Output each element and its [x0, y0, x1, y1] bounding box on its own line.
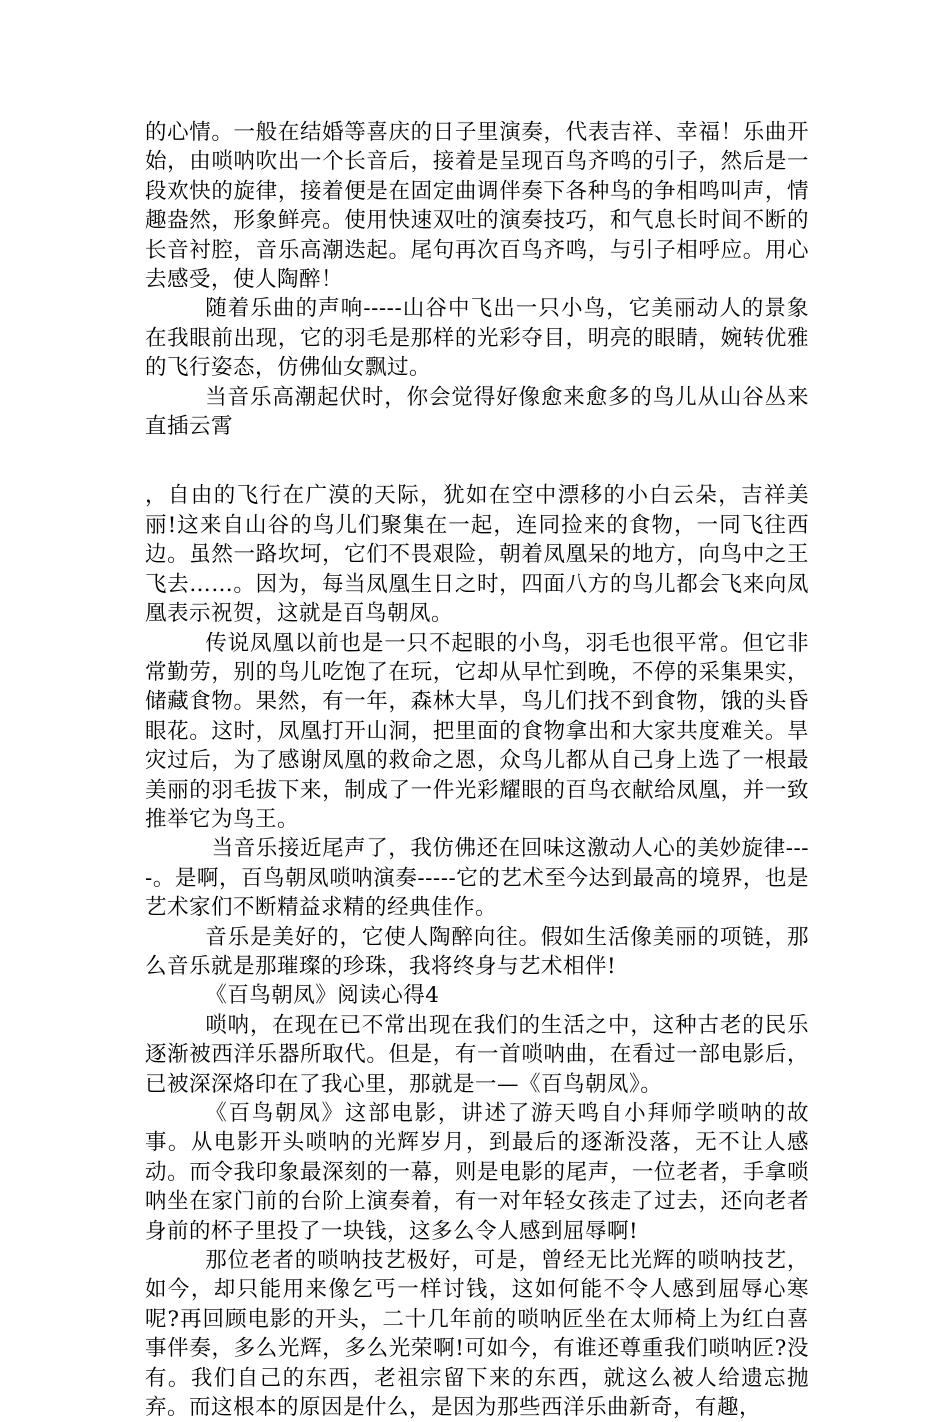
paragraph: 随着乐曲的声响-----山谷中飞出一只小鸟，它美丽动人的景象在我眼前出现，它的羽毛是那样的光彩夺目，明亮的眼睛，婉转优雅的飞行姿态，仿佛仙女飘过。 — [145, 296, 809, 381]
paragraph: 当音乐接近尾声了，我仿佛还在回味这激动人心的美妙旋律----。是啊，百鸟朝凤唢呐演奏-----它的艺术至今达到最高的境界，也是艺术家们不断精益求精的经典佳作。 — [145, 836, 809, 921]
paragraph: 的心情。一般在结婚等喜庆的日子里演奏，代表吉祥、幸福！乐曲开始，由唢呐吹出一个长音后，接着是呈现百鸟齐鸣的引子，然后是一段欢快的旋律，接着便是在固定曲调伴奏下各种鸟的争相鸣叫声，情趣盎然，形象鲜亮。使用快速双吐的演奏技巧，和气息长时间不断的长音衬腔，音乐高潮迭起。尾句再次百鸟齐鸣，与引子相呼应。用心去感受，使人陶醉！ — [145, 120, 809, 293]
text-block-top — [145, 118, 809, 441]
section-heading: 《百鸟朝凤》阅读心得4 — [205, 983, 440, 1009]
document-page — [145, 118, 809, 1422]
paragraph: ，自由的飞行在广漠的天际，犹如在空中漂移的小白云朵，吉祥美丽!这来自山谷的鸟儿们聚集在一起，连同捡来的食物，一同飞往西边。虽然一路坎坷，它们不畏艰险，朝着凤凰呆的地方，向鸟中之王飞去……。因为，每当凤凰生日之时，四面八方的鸟儿都会飞来向凤凰表示祝贺，这就是百鸟朝凤。 — [145, 483, 809, 627]
section-gap — [145, 441, 809, 481]
paragraph: 传说凤凰以前也是一只不起眼的小鸟，羽毛也很平常。但它非常勤劳，别的鸟儿吃饱了在玩，它却从早忙到晚，不停的采集果实，储藏食物。果然，有一年，森林大旱，鸟儿们找不到食物，饿的头昏眼花。这时，凤凰打开山洞，把里面的食物拿出和大家共度难关。旱灾过后，为了感谢凤凰的救命之恩，众鸟儿都从自己身上选了一根最美丽的羽毛拔下来，制成了一件光彩耀眼的百鸟衣献给凤凰，并一致推举它为鸟王。 — [145, 630, 809, 832]
paragraph: 音乐是美好的，它使人陶醉向往。假如生活像美丽的项链，那么音乐就是那璀璨的珍珠，我将终身与艺术相伴! — [145, 924, 809, 979]
paragraph: 那位老者的唢呐技艺极好，可是，曾经无比光辉的唢呐技艺，如今，却只能用来像乞丐一样讨钱，这如何能不令人感到屈辱心寒呢?再回顾电影的开头，二十几年前的唢呐匠坐在太师椅上为红白喜事伴奏，多么光辉，多么光荣啊!可如今，有谁还尊重我们唢呐匠?没有。我们自己的东西，老祖宗留下来的东西，就这么被人给遗忘抛弃。而这根本的原因是什么，是因为那些西洋乐曲新奇，有趣， — [145, 1248, 809, 1421]
paragraph: 唢呐，在现在已不常出现在我们的生活之中，这种古老的民乐逐渐被西洋乐器所取代。但是，有一首唢呐曲，在看过一部电影后，已被深深烙印在了我心里，那就是一—《百鸟朝凤》。 — [145, 1012, 809, 1097]
text-block-main — [145, 481, 809, 1422]
paragraph: 当音乐高潮起伏时，你会觉得好像愈来愈多的鸟儿从山谷丛来直插云霄 — [145, 384, 809, 440]
paragraph: 《百鸟朝凤》这部电影，讲述了游天鸣自小拜师学唢呐的故事。从电影开头唢呐的光辉岁月，到最后的逐渐没落，无不让人感动。而令我印象最深刻的一幕，则是电影的尾声，一位老者，手拿唢呐坐在家门前的台阶上演奏着，有一对年轻女孩走了过去，还向老者身前的杯子里投了一块钱，这多么令人感到屈辱啊! — [145, 1101, 809, 1244]
